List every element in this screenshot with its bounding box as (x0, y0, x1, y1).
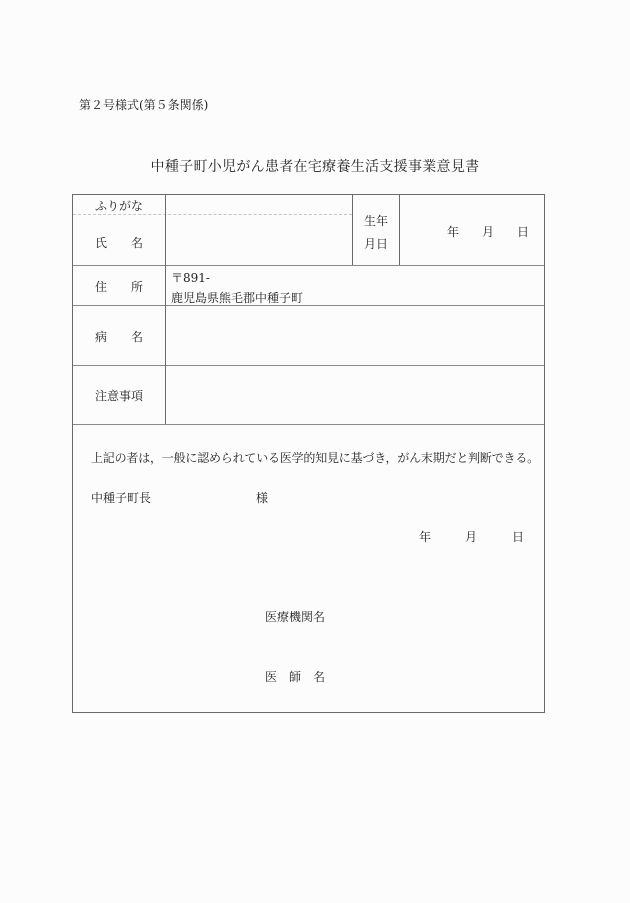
notes-label: 注意事項 (94, 389, 143, 403)
institution-field[interactable] (330, 604, 530, 624)
addressee: 中種子町長 (91, 491, 152, 505)
doctor-field[interactable] (330, 664, 530, 684)
addressee-name-field[interactable] (160, 486, 252, 504)
dob-month-unit: 月 (482, 225, 495, 239)
honorific: 様 (256, 491, 269, 505)
statement-text: 上記の者は，一般に認められている医学的知見に基づき，がん末期だと判断できる。 (91, 451, 539, 465)
furigana-field[interactable] (166, 195, 352, 214)
notes-field[interactable] (166, 366, 544, 424)
row-divider-notes (73, 424, 544, 425)
dob-label-line1: 生年 (363, 214, 388, 228)
disease-field[interactable] (166, 306, 544, 365)
document-title: 中種子町小児がん患者在宅療養生活支援事業意見書 (150, 159, 480, 175)
date-month-unit: 月 (465, 530, 478, 544)
dob-day-unit: 日 (517, 225, 530, 239)
date-year-unit: 年 (419, 530, 432, 544)
address-label: 住 所 (94, 280, 143, 294)
doctor-label: 医 師 名 (265, 670, 326, 684)
name-label: 氏 名 (94, 236, 143, 250)
date-day-unit: 日 (512, 530, 525, 544)
dob-label-left-divider (352, 195, 353, 265)
dob-year-unit: 年 (447, 225, 460, 239)
address-line: 鹿児島県熊毛郡中種子町 (171, 291, 304, 305)
form-number: 第２号様式(第５条関係) (79, 98, 209, 112)
institution-label: 医療機関名 (265, 610, 326, 624)
furigana-label: ふりがな (94, 199, 143, 213)
disease-label: 病 名 (94, 330, 143, 344)
dob-label-line2: 月日 (363, 237, 388, 251)
address-postal: 〒891- (171, 271, 210, 285)
name-field[interactable] (166, 215, 352, 265)
